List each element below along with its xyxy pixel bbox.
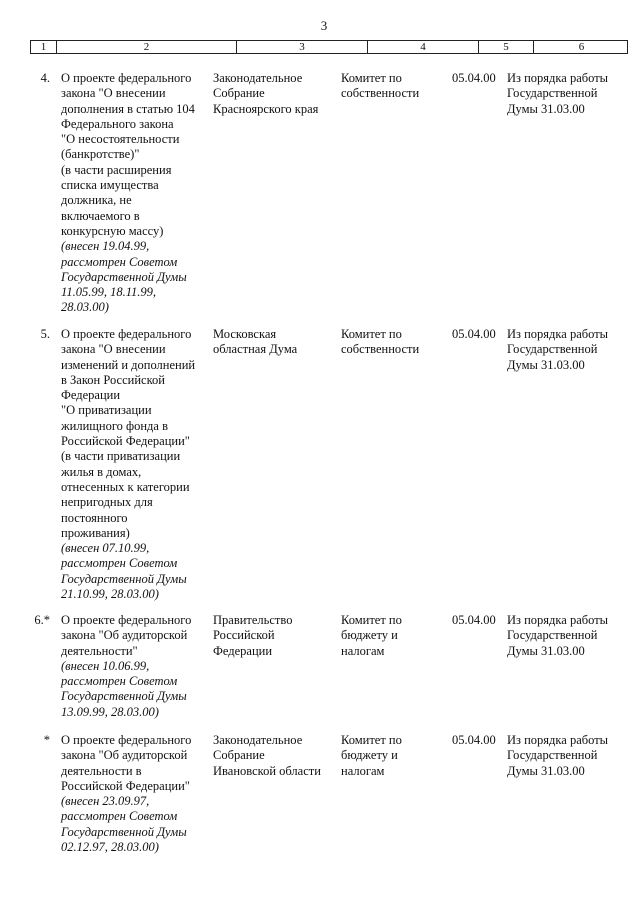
- initiator: [213, 327, 338, 358]
- title-line: отнесенных к категории: [61, 479, 190, 494]
- committee-line: Комитет по: [341, 613, 402, 627]
- note-line: Государственной Думы: [61, 824, 187, 839]
- column-number-1: 1: [31, 41, 57, 53]
- title-line: (банкротстве)": [61, 147, 140, 162]
- title-line: включаемого в: [61, 208, 140, 223]
- note-line: 28.03.00): [61, 300, 109, 315]
- source: [507, 327, 632, 373]
- entry-number: *: [43, 733, 50, 747]
- note-line: рассмотрен Советом: [61, 556, 178, 571]
- entry-number: 4.: [40, 71, 50, 85]
- column-number-6: 6: [578, 41, 585, 53]
- initiator-line: Законодательное: [213, 71, 303, 85]
- source-line: Из порядка работы: [507, 613, 609, 627]
- title-line: списка имущества: [61, 178, 159, 193]
- column-number-5: 5: [479, 41, 534, 53]
- committee-line: бюджету и: [341, 748, 398, 763]
- initiator-line: Собрание: [213, 748, 265, 763]
- entry-number: 5.: [40, 327, 50, 341]
- column-number-header: [30, 40, 628, 54]
- source: [507, 71, 632, 117]
- column-number-4: 4: [368, 41, 479, 53]
- source-line: Государственной: [507, 342, 598, 357]
- title-line: деятельности в: [61, 763, 142, 778]
- committee-line: налогам: [341, 643, 385, 658]
- source: [507, 613, 632, 659]
- bill-title: [61, 71, 209, 316]
- date: 05.04.00: [452, 733, 496, 747]
- title-line: О проекте федерального: [61, 733, 192, 747]
- source-line: Из порядка работы: [507, 327, 609, 341]
- initiator: [213, 733, 338, 779]
- title-line: Российской Федерации": [61, 434, 190, 449]
- note-line: 11.05.99, 18.11.99,: [61, 285, 157, 300]
- bill-title: [61, 733, 209, 855]
- title-line: дополнения в статью 104: [61, 101, 195, 116]
- source: [507, 733, 632, 779]
- note-line: рассмотрен Советом: [61, 674, 178, 689]
- title-line: постоянного: [61, 510, 128, 525]
- title-line: "О несостоятельности: [61, 132, 180, 147]
- committee-line: собственности: [341, 86, 420, 101]
- initiator-line: Собрание: [213, 86, 265, 101]
- source-line: Думы 31.03.00: [507, 643, 585, 658]
- title-line: закона "Об аудиторской: [61, 628, 188, 643]
- title-line: конкурсную массу): [61, 223, 164, 238]
- note-line: рассмотрен Советом: [61, 809, 178, 824]
- note-line: Государственной Думы: [61, 689, 187, 704]
- note-line: (внесен 23.09.97,: [61, 794, 150, 809]
- date: 05.04.00: [452, 71, 496, 85]
- title-line: изменений и дополнений: [61, 357, 196, 372]
- title-line: О проекте федерального: [61, 613, 192, 627]
- initiator-line: Российской: [213, 628, 275, 643]
- column-number-3: 3: [237, 41, 368, 53]
- initiator: [213, 71, 338, 117]
- source-line: Из порядка работы: [507, 71, 609, 85]
- title-line: "О приватизации: [61, 403, 152, 418]
- entry-number: 6.*: [34, 613, 50, 627]
- committee-line: Комитет по: [341, 71, 402, 85]
- note-line: Государственной Думы: [61, 269, 187, 284]
- committee: [341, 613, 441, 659]
- date: 05.04.00: [452, 327, 496, 341]
- source-line: Думы 31.03.00: [507, 763, 585, 778]
- initiator-line: Красноярского края: [213, 101, 319, 116]
- committee-line: налогам: [341, 763, 385, 778]
- title-line: закона "Об аудиторской: [61, 748, 188, 763]
- title-line: должника, не: [61, 193, 132, 208]
- title-line: Федерации: [61, 388, 121, 403]
- title-line: (в части приватизации: [61, 449, 181, 464]
- committee-line: собственности: [341, 342, 420, 357]
- date: 05.04.00: [452, 613, 496, 627]
- title-line: непригодных для: [61, 495, 153, 510]
- title-line: проживания): [61, 525, 130, 540]
- title-line: О проекте федерального: [61, 327, 192, 341]
- initiator-line: Законодательное: [213, 733, 303, 747]
- initiator-line: Федерации: [213, 643, 273, 658]
- initiator-line: Ивановской области: [213, 763, 321, 778]
- initiator: [213, 613, 338, 659]
- committee-line: Комитет по: [341, 327, 402, 341]
- source-line: Из порядка работы: [507, 733, 609, 747]
- note-line: (внесен 10.06.99,: [61, 658, 150, 673]
- note-line: Государственной Думы: [61, 571, 187, 586]
- note-line: 13.09.99, 28.03.00): [61, 704, 159, 719]
- title-line: деятельности": [61, 643, 138, 658]
- note-line: (внесен 07.10.99,: [61, 541, 150, 556]
- committee: [341, 733, 441, 779]
- title-line: (в части расширения: [61, 162, 172, 177]
- committee: [341, 327, 441, 358]
- source-line: Думы 31.03.00: [507, 357, 585, 372]
- title-line: О проекте федерального: [61, 71, 192, 85]
- note-line: 02.12.97, 28.03.00): [61, 840, 159, 855]
- source-line: Государственной: [507, 748, 598, 763]
- committee-line: Комитет по: [341, 733, 402, 747]
- title-line: жилья в домах,: [61, 464, 142, 479]
- committee-line: бюджету и: [341, 628, 398, 643]
- committee: [341, 71, 441, 102]
- source-line: Думы 31.03.00: [507, 101, 585, 116]
- source-line: Государственной: [507, 86, 598, 101]
- initiator-line: областная Дума: [213, 342, 298, 357]
- title-line: жилищного фонда в: [61, 418, 168, 433]
- title-line: Российской Федерации": [61, 778, 190, 793]
- page-number: 3: [320, 18, 328, 33]
- title-line: закона "О внесении: [61, 342, 166, 357]
- initiator-line: Правительство: [213, 613, 293, 627]
- bill-title: [61, 327, 209, 602]
- note-line: (внесен 19.04.99,: [61, 239, 150, 254]
- title-line: в Закон Российской: [61, 372, 165, 387]
- title-line: закона "О внесении: [61, 86, 166, 101]
- bill-title: [61, 613, 209, 720]
- source-line: Государственной: [507, 628, 598, 643]
- note-line: 21.10.99, 28.03.00): [61, 587, 159, 602]
- note-line: рассмотрен Советом: [61, 254, 178, 269]
- column-number-2: 2: [57, 41, 237, 53]
- title-line: Федерального закона: [61, 116, 174, 131]
- initiator-line: Московская: [213, 327, 277, 341]
